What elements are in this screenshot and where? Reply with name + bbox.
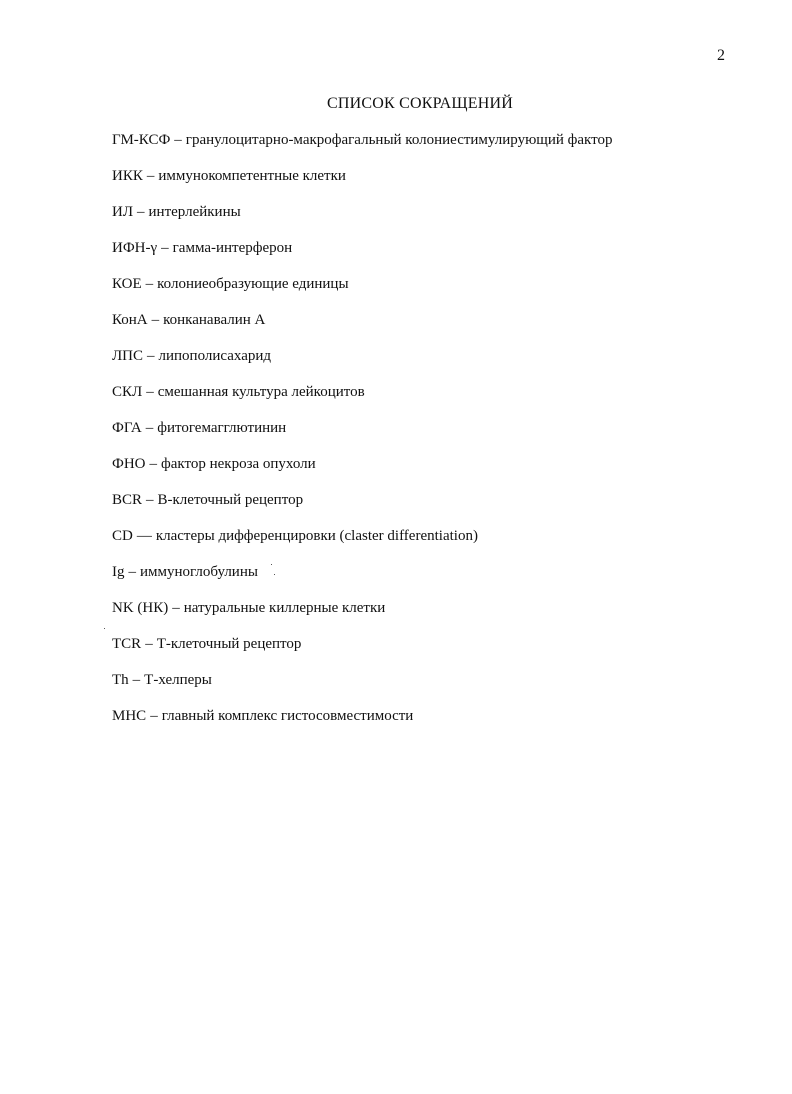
abbreviation-dash: – — [145, 276, 154, 292]
abbreviation-term: ИЛ — [112, 204, 134, 220]
abbreviation-item — [112, 562, 612, 598]
page-title: СПИСОК СОКРАЩЕНИЙ — [327, 95, 513, 112]
abbreviation-term: CD — [112, 528, 133, 544]
abbreviation-definition: фактор некроза опухоли — [161, 456, 316, 472]
abbreviation-definition: гамма-интерферон — [172, 240, 293, 256]
abbreviation-definition: кластеры дифференцировки (claster differentiation) — [155, 528, 478, 544]
scan-speck — [274, 574, 275, 575]
abbreviation-item — [112, 166, 612, 202]
abbreviation-dash: – — [146, 492, 154, 508]
abbreviation-definition: липополисахарид — [158, 348, 272, 364]
abbreviation-dash: – — [172, 600, 180, 616]
abbreviation-dash: – — [137, 204, 145, 220]
abbreviation-dash: — — [136, 528, 152, 544]
scan-speck — [104, 628, 105, 629]
abbreviation-dash: – — [145, 420, 154, 436]
abbreviation-definition: фитогемагглютинин — [157, 420, 287, 436]
abbreviation-term: NK (НК) — [112, 600, 169, 616]
abbreviation-definition: иммуноглобулины — [140, 564, 258, 580]
abbreviation-term: СКЛ — [112, 384, 143, 400]
abbreviation-term: ФНО — [112, 456, 146, 472]
abbreviation-term: ЛПС — [112, 348, 144, 364]
abbreviation-dash: – — [147, 348, 155, 364]
abbreviation-definition: гранулоцитарно-макрофагальный колониестимулирующий фактор — [185, 132, 613, 148]
abbreviation-item — [112, 706, 612, 742]
abbreviation-dash: – — [151, 312, 160, 328]
abbreviation-item — [112, 454, 612, 490]
abbreviation-term: ФГА — [112, 420, 142, 436]
abbreviation-item — [112, 418, 612, 454]
abbreviation-item — [112, 310, 612, 346]
abbreviation-item — [112, 526, 612, 562]
abbreviation-definition: иммунокомпетентные клетки — [158, 168, 346, 184]
abbreviation-definition: главный комплекс гистосовместимости — [161, 708, 414, 724]
abbreviation-term: Ig — [112, 564, 125, 580]
abbreviation-term: КонА — [112, 312, 148, 328]
abbreviation-item — [112, 598, 612, 634]
abbreviation-term: ИФН-γ — [112, 240, 158, 256]
abbreviation-definition: Т-хелперы — [144, 672, 212, 688]
scan-speck — [271, 564, 272, 565]
page-number: 2 — [717, 47, 725, 64]
abbreviation-item — [112, 202, 612, 238]
abbreviation-term: КОЕ — [112, 276, 142, 292]
abbreviation-item — [112, 490, 612, 526]
abbreviation-definition: интерлейкины — [148, 204, 241, 220]
abbreviation-item — [112, 274, 612, 310]
abbreviation-item — [112, 238, 612, 274]
abbreviation-definition: Т-клеточный рецептор — [156, 636, 302, 652]
abbreviation-definition: конканавалин А — [163, 312, 266, 328]
abbreviation-dash: – — [150, 708, 158, 724]
abbreviation-item — [112, 346, 612, 382]
abbreviation-item — [112, 670, 612, 706]
abbreviation-dash: – — [161, 240, 169, 256]
abbreviation-dash: – — [145, 636, 153, 652]
abbreviation-item — [112, 634, 612, 670]
abbreviation-term: ГМ-КСФ — [112, 132, 171, 148]
abbreviation-item — [112, 130, 612, 166]
abbreviation-term: BCR — [112, 492, 143, 508]
abbreviation-term: ИКК — [112, 168, 143, 184]
abbreviation-definition: В-клеточный рецептор — [157, 492, 304, 508]
abbreviation-term: Th — [112, 672, 129, 688]
abbreviation-item — [112, 382, 612, 418]
abbreviation-dash: – — [149, 456, 158, 472]
abbreviation-dash: – — [146, 384, 154, 400]
abbreviation-dash: – — [146, 168, 155, 184]
abbreviation-dash: – — [174, 132, 182, 148]
abbreviation-list — [112, 130, 612, 742]
abbreviation-term: MHC — [112, 708, 147, 724]
abbreviation-definition: натуральные киллерные клетки — [183, 600, 386, 616]
abbreviation-definition: смешанная культура лейкоцитов — [157, 384, 365, 400]
abbreviation-dash: – — [132, 672, 141, 688]
abbreviation-term: TCR — [112, 636, 142, 652]
abbreviation-dash: – — [128, 564, 136, 580]
abbreviation-definition: колониеобразующие единицы — [157, 276, 349, 292]
